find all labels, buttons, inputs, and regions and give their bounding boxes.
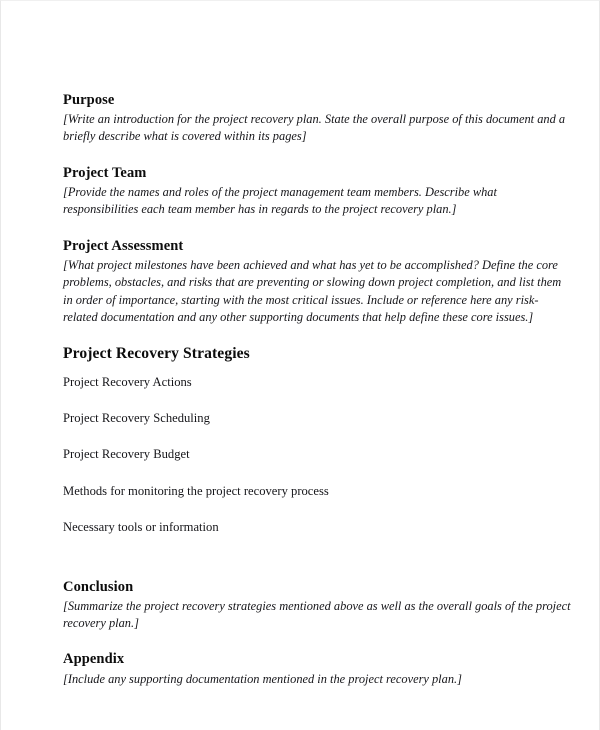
list-item: Methods for monitoring the project recovery process <box>63 483 329 498</box>
section-body-project-assessment: [What project milestones have been achieved and what has yet to be accomplished? Define the core problems, obstacles, and risks that are preventing or slowing down project completion, and list them in order of importance, starting with the most critical issues. Include or reference here any risk-related documentation and any other supporting documents that help define these core issues.] <box>63 257 562 324</box>
section-appendix <box>63 650 573 687</box>
section-conclusion <box>63 578 573 633</box>
list-item: Necessary tools or information <box>63 520 219 535</box>
list-item: Project Recovery Scheduling <box>63 411 210 426</box>
section-body-appendix: [Include any supporting documentation mentioned in the project recovery plan.] <box>63 671 462 686</box>
section-heading-purpose: Purpose <box>63 92 115 108</box>
section-heading-project-team: Project Team <box>63 164 147 181</box>
section-project-recovery-strategies <box>63 344 573 535</box>
strategy-list <box>63 374 573 536</box>
section-heading-appendix: Appendix <box>63 651 125 668</box>
section-heading-conclusion: Conclusion <box>63 578 134 595</box>
section-purpose <box>63 91 573 146</box>
section-project-assessment <box>63 237 573 327</box>
section-body-project-team: [Provide the names and roles of the project management team members. Describe what responsibilities each team member has in regards to the project recovery plan.] <box>63 184 497 217</box>
section-body-purpose: [Write an introduction for the project recovery plan. State the overall purpose of this document and a briefly describe what is covered within its pages] <box>63 112 566 144</box>
section-body-conclusion: [Summarize the project recovery strategies mentioned above as well as the overall goals of the project recovery plan.] <box>63 598 571 631</box>
section-heading-project-recovery-strategies: Project Recovery Strategies <box>63 345 250 363</box>
section-heading-project-assessment: Project Assessment <box>63 237 184 254</box>
list-item: Project Recovery Actions <box>63 374 192 389</box>
document-body <box>63 91 573 688</box>
section-project-team <box>63 164 573 219</box>
list-item: Project Recovery Budget <box>63 447 190 462</box>
